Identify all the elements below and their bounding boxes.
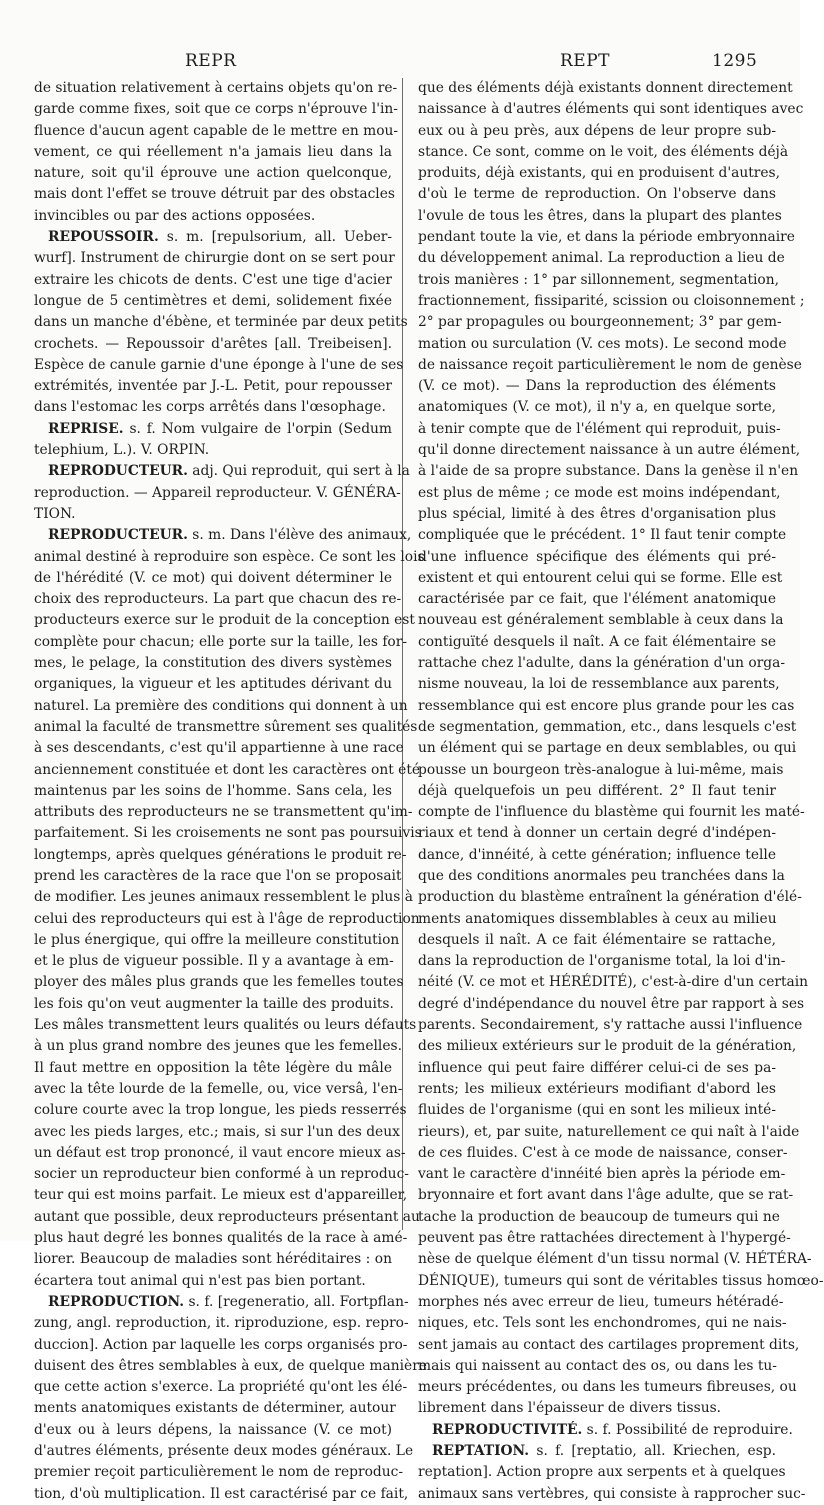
text-line [418,248,785,269]
line-text: ressemblance qui est encore plus grande pour les cas [418,697,795,714]
text-line [34,99,398,120]
text-line [34,1036,402,1057]
line-text: s. f. Nom vulgaire de l'orpin (Sedum [123,420,392,437]
entry-headword: REPRODUCTION. [48,1293,185,1310]
text-line [418,845,776,866]
line-text: attributs des reproducteurs ne se transmettent qu'im- [34,804,413,821]
text-line [418,1398,776,1419]
line-text: teur qui est moins parfait. Le mieux est d'appareiller, [34,1187,408,1204]
text-line [418,781,776,802]
text-line [34,312,408,333]
column-divider [402,78,403,1230]
text-line [418,397,776,418]
line-text: duccion]. Action par laquelle les corps organisés pro- [34,1336,408,1353]
line-text: de naissance reçoit particulièrement le nom de genèse [418,356,802,373]
line-text: existent et qui entourent celui qui se forme. Elle est [418,569,783,586]
text-line [34,951,392,972]
text-line [34,1143,406,1164]
text-line [34,1441,414,1462]
text-line [34,270,392,291]
line-text: anatomiques (V. ce mot), il n'y a, en quelque sorte, [418,399,776,416]
line-text: trois manières : 1° par sillonnement, segmentation, [418,271,779,288]
text-line [34,568,392,589]
text-line [34,674,392,695]
text-line [34,1207,420,1228]
text-line [418,1164,786,1185]
line-text: à l'aide de sa propre substance. Dans la genèse il n'en [418,463,799,480]
line-text: compte de l'influence du blastème qui fournit les maté- [418,804,805,821]
text-line [418,568,783,589]
text-line [34,589,402,610]
line-text: compliquée que le précédent. 1° Il faut tenir compte [418,527,787,544]
text-line [418,1122,800,1143]
line-text: mes, le pelage, la constitution des divers systèmes [34,655,392,672]
line-text: l'ovule de tous les êtres, dans la plupart des plantes [418,207,782,224]
line-text: fluides de l'organisme (qui en sont les milieux inté- [418,1102,776,1119]
line-text: autant que possible, deux reproducteurs présentant au [34,1208,420,1225]
text-line [34,845,407,866]
line-text: celui des reproducteurs qui est à l'âge de reproduction [34,910,420,927]
line-text: nisme nouveau, la loi de ressemblance aux parents, [418,676,780,693]
line-text: degré d'indépendance du nouvel être par rapport à ses [418,995,805,1012]
text-line [34,1377,408,1398]
line-text: 2° par propagules ou bourgeonnement; 3° par gem- [418,314,782,331]
text-line [34,610,415,631]
text-line [418,419,781,440]
entry-headword: REPTATION. [432,1443,530,1459]
line-text: et le plus de vigueur possible. Il y a avantage à em- [34,953,394,970]
line-text: dans la reproduction de l'organisme total, la loi d'in- [418,953,786,970]
line-text: longtemps, après quelques générations le produit re- [34,846,407,863]
entry-headword: REPOUSSOIR. [48,229,159,246]
text-line [418,696,795,717]
text-line [418,525,787,546]
text-line [418,1271,824,1292]
line-text: dance, d'innéité, à cette génération; influence telle [418,846,776,863]
line-text: reproduction. — Appareil reproducteur. V. GÉNÉRA- [34,484,401,501]
line-text: influence qui peut faire différer celui-ci de ses pa- [418,1059,776,1076]
line-text: pendant toute la vie, et dans la période embryonnaire [418,229,795,246]
text-line [418,1484,806,1505]
text-line [34,1058,392,1079]
right-column [418,78,824,1505]
entry-headword: REPRODUCTEUR. [48,527,188,544]
text-line [418,610,784,631]
line-text: mais qui naissent au contact des os, ou dans les tu- [418,1357,777,1374]
line-text: bryonnaire et fort avant dans l'âge adulte, que se rat- [418,1187,794,1204]
text-line [418,589,776,610]
entry-headword: REPRODUCTEUR. [48,463,188,480]
line-text: d'où le terme de reproduction. On l'observe dans [418,186,776,203]
line-text: animal la faculté de transmettre sûrement ses qualités [34,718,418,735]
text-line [418,461,799,482]
line-text: plus haut degré les bonnes qualités de la race à amé- [34,1230,408,1247]
line-text: TION. [34,505,76,522]
line-text: que cette action s'exerce. La propriété qu'ont les élé- [34,1379,408,1396]
entry-start-line [34,227,392,248]
line-text: DÉNIQUE), tumeurs qui sont de véritables tissus homœo- [418,1272,824,1289]
text-line [34,1122,400,1143]
line-text: peuvent pas être rattachées directement à l'hypergé- [418,1230,791,1247]
text-line [34,696,408,717]
line-text: animaux sans vertèbres, qui consiste à rapprocher suc- [418,1485,806,1502]
line-text: socier un reproducteur bien conformé à un reproduc- [34,1166,409,1183]
text-line [34,440,392,461]
line-text: ments anatomiques dissemblables à ceux au milieu [418,910,777,927]
text-line [418,1249,812,1270]
text-line [34,1398,396,1419]
text-line [418,1185,794,1206]
text-line [34,760,421,781]
text-line [34,483,401,504]
line-text: avec les pieds larges, etc.; mais, si sur l'un des deux [34,1123,400,1140]
text-line [418,1292,784,1313]
left-running-head: REPR [185,51,237,71]
text-line [418,99,804,120]
line-text: dans un manche d'ébène, et terminée par deux petits [34,314,408,331]
text-line [34,1462,404,1483]
text-line [418,1228,791,1249]
text-line [34,1164,409,1185]
line-text: morphes nés avec erreur de lieu, tumeurs hétéradé- [418,1293,784,1310]
text-line [34,163,392,184]
text-line [418,972,809,993]
line-text: desquels il naît. A ce fait élémentaire se rattache, [418,931,776,948]
line-text: à ses descendants, c'est qu'il appartienne à une race [34,740,404,757]
text-line [34,1484,409,1505]
entry-start-line [418,1441,776,1462]
text-line [418,291,805,312]
line-text: vant le caractère d'innéité bien après la période em- [418,1166,786,1183]
text-line [418,1377,797,1398]
line-text: rieurs), et, par suite, naturellement ce qui naît à l'aide [418,1123,800,1140]
text-line [34,248,395,269]
line-text: que des éléments déjà existants donnent directement [418,80,793,96]
line-text: du développement animal. La reproduction a lieu de [418,250,785,267]
text-line [418,994,805,1015]
entry-start-line [34,525,412,546]
line-text: contiguïté desquels il naît. A ce fait élémentaire se [418,633,776,650]
text-line [418,440,801,461]
page-number: 1295 [712,51,758,71]
line-text: longue de 5 centimètres et demi, solidement fixée [34,292,392,309]
line-text: mation ou surculation (V. ces mots). Le second mode [418,335,787,352]
text-line [418,1036,797,1057]
text-line [34,397,392,418]
text-line [34,334,392,355]
line-text: pousse un bourgeon très-analogue à lui-même, mais [418,761,784,778]
line-text: Espèce de canule garnie d'une éponge à l'une de ses [34,356,404,373]
line-text: liorer. Beaucoup de maladies sont héréditaires : on [34,1251,392,1268]
text-line [34,291,392,312]
text-line [418,1058,776,1079]
line-text: librement dans l'épaisseur de divers tissus. [418,1400,722,1417]
line-text: wurf]. Instrument de chirurgie dont on se sert pour [34,250,395,267]
text-line [418,270,779,291]
text-line [418,674,780,695]
entry-start-line [34,419,392,440]
line-text: eux ou à peu près, aux dépens de leur propre sub- [418,122,776,139]
text-line [34,972,404,993]
text-line [418,1100,776,1121]
line-text: des milieux extérieurs sur le produit de la génération, [418,1038,797,1055]
line-text: de segmentation, gemmation, etc., dans lesquels c'est [418,718,797,735]
line-text: de ces fluides. C'est à ce mode de naissance, conser- [418,1144,788,1161]
text-line [418,334,787,355]
text-line [418,802,805,823]
text-line [418,717,797,738]
text-line [418,1462,786,1483]
line-text: complète pour chacun; elle porte sur la taille, les for- [34,633,407,650]
line-text: le plus énergique, qui offre la meilleure constitution [34,931,400,948]
text-line [418,951,786,972]
entry-start-line [418,1420,793,1441]
line-text: prend les caractères de la race que l'on se proposait [34,867,402,884]
text-line [34,1015,417,1036]
text-line [418,738,797,759]
text-line [418,206,782,227]
text-line [34,653,392,674]
text-line [34,866,402,887]
line-text: s. m. Dans l'élève des animaux, [187,527,412,544]
line-text: caractérisée par ce fait, que l'élément anatomique [418,591,776,608]
line-text: organiques, la vigueur et les aptitudes dérivant du [34,676,392,693]
line-text: ployer des mâles plus grands que les femelles toutes [34,974,404,991]
line-text: que des conditions anormales peu tranchées dans la [418,867,785,884]
line-text: d'autres éléments, présente deux modes généraux. Le [34,1443,414,1459]
line-text: s. f. Possibilité de reproduire. [582,1421,793,1438]
line-text: Les mâles transmettent leurs qualités ou leurs défauts [34,1017,417,1034]
text-line [34,142,392,163]
line-text: parents. Secondairement, s'y rattache aussi l'influence [418,1017,803,1034]
line-text: invincibles ou par des actions opposées. [34,207,316,224]
text-line [418,823,776,844]
line-text: tion, d'où multiplication. Il est caractérisé par ce fait, [34,1485,409,1502]
line-text: mais dont l'effet se trouve détruit par des obstacles [34,186,395,203]
line-text: stance. Ce sont, comme on le voit, des éléments déjà [418,143,789,160]
line-text: un élément qui se partage en deux semblables, ou qui [418,740,797,757]
line-text: s. f. [regeneratio, all. Fortpflan- [184,1293,409,1310]
text-line [34,717,418,738]
text-line [34,504,392,525]
line-text: vement, ce qui réellement n'a jamais lieu dans la [34,143,392,160]
entry-start-line [34,1292,409,1313]
line-text: premier reçoit particulièrement le nom de reproduc- [34,1464,404,1481]
text-line [34,1313,409,1334]
text-line [418,1143,788,1164]
line-text: extrémités, inventée par J.-L. Petit, pour repousser [34,378,392,395]
line-text: écartera tout animal qui n'est pas bien portant. [34,1272,366,1289]
line-text: rattache chez l'adulte, dans la génération d'un orga- [418,655,786,672]
line-text: adj. Qui reproduit, qui sert à la [187,463,410,480]
text-line [34,78,398,99]
line-text: tache la production de beaucoup de tumeurs qui ne [418,1208,780,1225]
text-line [34,355,404,376]
text-line [418,1079,776,1100]
text-line [34,1271,392,1292]
text-line [34,823,422,844]
line-text: duisent des êtres semblables à eux, de quelque manière [34,1357,427,1374]
line-text: Il faut mettre en opposition la tête légère du mâle [34,1059,392,1076]
line-text: naturel. La première des conditions qui donnent à un [34,697,408,714]
line-text: s. f. [reptatio, all. Kriechen, esp. [529,1443,776,1459]
text-line [34,632,407,653]
text-line [34,1100,407,1121]
line-text: niques, etc. Tels sont les enchondromes, qui ne nais- [418,1315,787,1332]
text-line [34,930,400,951]
line-text: crochets. — Repoussoir d'arêtes [all. Treibeisen]. [34,335,392,352]
text-line [418,227,795,248]
text-line [418,1335,800,1356]
text-line [34,802,413,823]
line-text: riaux et tend à donner un certain degré d'indépen- [418,825,776,842]
line-text: colure courte avec la trop longue, les pieds resserrés [34,1102,407,1119]
line-text: rents; les milieux extérieurs modifiant d'abord les [418,1080,776,1097]
line-text: zung, angl. reproduction, it. riproduzione, esp. repro- [34,1315,409,1332]
line-text: avec la tête lourde de la femelle, ou, vice versâ, l'en- [34,1080,403,1097]
text-line [418,547,776,568]
line-text: fractionnement, fissiparité, scission ou cloisonnement ; [418,292,805,309]
line-text: déjà quelquefois un peu différent. 2° Il faut tenir [418,782,776,799]
text-line [34,1185,408,1206]
right-running-head: REPT [560,51,610,71]
text-line [34,1335,408,1356]
text-line [34,1249,392,1270]
text-line [34,206,392,227]
text-line [34,909,420,930]
entry-headword: REPRODUCTIVITÉ. [432,1421,583,1438]
line-text: nature, soit qu'il éprouve une action quelconque, [34,165,392,182]
line-text: extraire les chicots de dents. C'est une tige d'acier [34,271,392,288]
line-text: d'une influence spécifique des éléments qui pré- [418,548,776,565]
text-line [418,312,782,333]
left-column [34,78,427,1505]
line-text: de situation relativement à certains objets qu'on re- [34,80,398,96]
line-text: néité (V. ce mot et HÉRÉDITÉ), c'est-à-dire d'un certain [418,974,809,991]
text-line [34,376,392,397]
line-text: nouveau est généralement semblable à ceux dans la [418,612,784,629]
text-line [418,887,802,908]
line-text: parfaitement. Si les croisements ne sont pas poursuivis [34,825,422,842]
line-text: à tenir compte que de l'élément qui reproduit, puis- [418,420,781,437]
line-text: s. m. [repulsorium, all. Ueber- [158,229,392,246]
line-text: à un plus grand nombre des jeunes que les femelles. [34,1038,402,1055]
text-line [34,184,395,205]
text-line [34,121,399,142]
text-line [418,142,789,163]
text-line [34,1420,392,1441]
line-text: nèse de quelque élément d'un tissu normal (V. HÉTÉRA- [418,1251,812,1268]
line-text: est plus de même ; ce mode est moins indépendant, [418,484,781,501]
line-text: d'eux ou à leurs dépens, la naissance (V. ce mot) [34,1421,392,1438]
text-line [418,909,776,930]
line-text: animal destiné à reproduire son espèce. Ce sont les lois [34,548,425,565]
line-text: ments anatomiques existants de déterminer, autour [34,1400,396,1417]
text-line [418,504,776,525]
line-text: dans l'estomac les corps arrêtés dans l'œsophage. [34,399,386,416]
text-line [34,738,404,759]
line-text: anciennement constituée et dont les caractères ont été [34,761,421,778]
text-line [418,355,802,376]
text-line [418,483,781,504]
line-text: plus spécial, limité à des êtres d'organisation plus [418,505,776,522]
line-text: les fois qu'on veut augmenter la taille des produits. [34,995,394,1012]
line-text: produits, déjà existants, qui en produisent d'autres, [418,165,781,182]
text-line [418,1015,803,1036]
line-text: production du blastème entraînent la génération d'élé- [418,889,802,906]
text-line [418,653,786,674]
text-line [34,781,392,802]
text-line [34,887,413,908]
line-text: de modifier. Les jeunes animaux ressemblent le plus à [34,889,413,906]
text-line [418,930,776,951]
line-text: garde comme fixes, soit que ce corps n'éprouve l'in- [34,101,398,118]
entry-start-line [34,461,410,482]
line-text: fluence d'aucun agent capable de le mettre en mou- [34,122,399,139]
line-text: maintenus par les soins de l'homme. Sans cela, les [34,782,392,799]
line-text: sent jamais au contact des cartilages proprement dits, [418,1336,800,1353]
text-line [418,78,793,99]
text-line [418,760,784,781]
line-text: de l'hérédité (V. ce mot) qui doivent déterminer le [34,569,392,586]
text-line [34,994,392,1015]
text-line [418,1356,776,1377]
line-text: producteurs exerce sur le produit de la conception est [34,612,415,629]
text-line [418,866,785,887]
entry-headword: REPRISE. [48,420,124,437]
text-line [418,376,776,397]
line-text: (V. ce mot). — Dans la reproduction des éléments [418,378,776,395]
text-line [34,1356,427,1377]
line-text: telephium, L.). V. ORPIN. [34,442,210,459]
text-line [418,163,781,184]
text-line [418,184,776,205]
line-text: meurs précédentes, ou dans les tumeurs fibreuses, ou [418,1379,797,1396]
text-line [418,1207,780,1228]
line-text: naissance à d'autres éléments qui sont identiques avec [418,101,804,118]
text-line [418,1313,787,1334]
line-text: qu'il donne directement naissance à un autre élément, [418,442,801,459]
text-line [34,1228,408,1249]
line-text: reptation]. Action propre aux serpents et à quelques [418,1464,786,1481]
line-text: choix des reproducteurs. La part que chacun des re- [34,591,402,608]
text-line [34,1079,403,1100]
text-line [418,121,776,142]
text-line [418,632,776,653]
line-text: un défaut est trop prononcé, il vaut encore mieux as- [34,1144,406,1161]
text-line [34,547,425,568]
